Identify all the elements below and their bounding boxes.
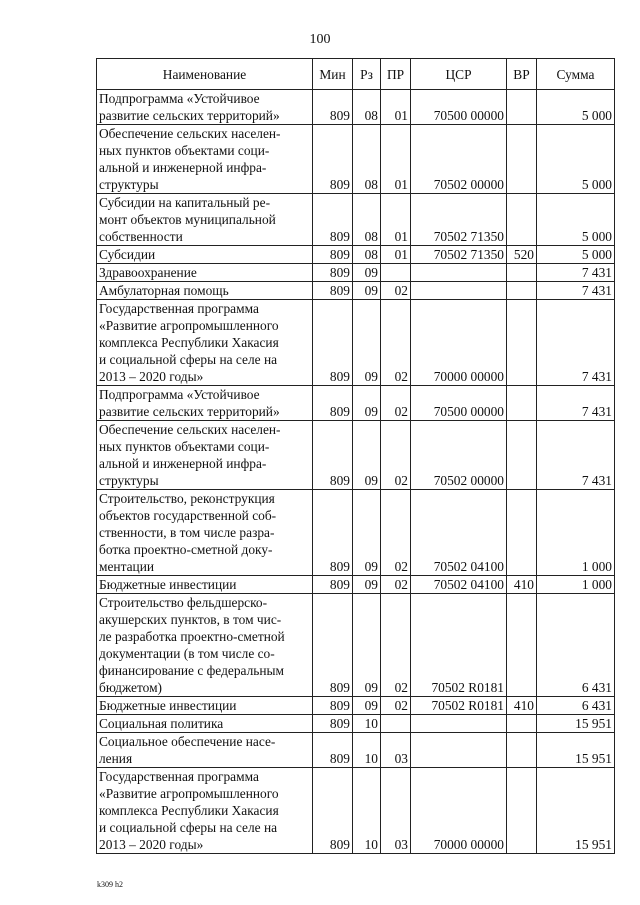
- sum-cell: 5 000: [537, 194, 615, 246]
- pr-cell: 02: [381, 386, 411, 421]
- csr-cell: [411, 733, 507, 768]
- table-row: [97, 594, 615, 697]
- sum-cell: 5 000: [537, 125, 615, 194]
- min-cell: 809: [313, 282, 353, 300]
- name-line: Подпрограмма «Устойчивое: [99, 91, 260, 106]
- csr-cell: 70502 R0181: [411, 594, 507, 697]
- rz-cell: 08: [353, 246, 381, 264]
- rz-cell: 08: [353, 194, 381, 246]
- table-row: [97, 300, 615, 386]
- vr-cell: [507, 733, 537, 768]
- name-line: структуры: [99, 177, 159, 192]
- rz-cell: 09: [353, 490, 381, 576]
- table-row: [97, 490, 615, 576]
- sum-cell: 5 000: [537, 246, 615, 264]
- name-line: ственности, в том числе разра-: [99, 525, 275, 540]
- name-line: ных пунктов объектами соци-: [99, 143, 270, 158]
- pr-cell: 02: [381, 576, 411, 594]
- pr-cell: 01: [381, 246, 411, 264]
- name-cell: [97, 264, 313, 282]
- name-cell: [97, 594, 313, 697]
- name-line: Бюджетные инвестиции: [99, 698, 237, 713]
- name-cell: [97, 194, 313, 246]
- sum-cell: 7 431: [537, 386, 615, 421]
- pr-cell: 02: [381, 421, 411, 490]
- name-cell: [97, 490, 313, 576]
- header-rz: Рз: [353, 59, 381, 90]
- rz-cell: 09: [353, 594, 381, 697]
- rz-cell: 10: [353, 733, 381, 768]
- name-line: Государственная программа: [99, 301, 259, 316]
- vr-cell: [507, 715, 537, 733]
- min-cell: 809: [313, 90, 353, 125]
- pr-cell: 02: [381, 594, 411, 697]
- name-line: и социальной сферы на селе на: [99, 352, 278, 367]
- rz-cell: 09: [353, 386, 381, 421]
- header-sum: Сумма: [537, 59, 615, 90]
- name-line: развитие сельских территорий»: [99, 404, 280, 419]
- min-cell: 809: [313, 594, 353, 697]
- min-cell: 809: [313, 194, 353, 246]
- name-line: объектов государственной соб-: [99, 508, 277, 523]
- header-csr: ЦСР: [411, 59, 507, 90]
- csr-cell: 70000 00000: [411, 300, 507, 386]
- sum-cell: 6 431: [537, 697, 615, 715]
- pr-cell: 01: [381, 90, 411, 125]
- name-line: бюджетом): [99, 680, 163, 695]
- table-row: [97, 246, 615, 264]
- vr-cell: [507, 264, 537, 282]
- name-cell: [97, 386, 313, 421]
- pr-cell: 03: [381, 768, 411, 854]
- page-number: 100: [309, 32, 331, 47]
- vr-cell: [507, 194, 537, 246]
- name-line: Социальное обеспечение насе-: [99, 734, 276, 749]
- sum-cell: 15 951: [537, 715, 615, 733]
- rz-cell: 09: [353, 264, 381, 282]
- name-cell: [97, 125, 313, 194]
- sum-cell: 7 431: [537, 264, 615, 282]
- name-line: ментации: [99, 559, 155, 574]
- table-row: [97, 264, 615, 282]
- vr-cell: 410: [507, 697, 537, 715]
- vr-cell: [507, 90, 537, 125]
- sum-cell: 7 431: [537, 282, 615, 300]
- pr-cell: 02: [381, 697, 411, 715]
- csr-cell: 70000 00000: [411, 768, 507, 854]
- vr-cell: [507, 421, 537, 490]
- name-line: комплекса Республики Хакасия: [99, 803, 279, 818]
- name-line: альной и инженерной инфра-: [99, 160, 267, 175]
- csr-cell: 70500 00000: [411, 90, 507, 125]
- sum-cell: 15 951: [537, 768, 615, 854]
- name-line: Подпрограмма «Устойчивое: [99, 387, 260, 402]
- min-cell: 809: [313, 421, 353, 490]
- name-line: акушерских пунктов, в том чис-: [99, 612, 282, 627]
- csr-cell: 70502 04100: [411, 490, 507, 576]
- name-cell: [97, 697, 313, 715]
- name-line: 2013 – 2020 годы»: [99, 837, 204, 852]
- name-line: и социальной сферы на селе на: [99, 820, 278, 835]
- name-cell: [97, 733, 313, 768]
- name-line: монт объектов муниципальной: [99, 212, 276, 227]
- sum-cell: 1 000: [537, 576, 615, 594]
- footer-code: k309 h2: [97, 880, 123, 889]
- table-row: [97, 697, 615, 715]
- name-line: Обеспечение сельских населен-: [99, 126, 281, 141]
- pr-cell: [381, 715, 411, 733]
- table-row: [97, 715, 615, 733]
- vr-cell: [507, 490, 537, 576]
- sum-cell: 7 431: [537, 421, 615, 490]
- name-line: Субсидии на капитальный ре-: [99, 195, 271, 210]
- table-row: [97, 90, 615, 125]
- name-cell: [97, 246, 313, 264]
- min-cell: 809: [313, 733, 353, 768]
- name-line: Строительство фельдшерско-: [99, 595, 268, 610]
- name-line: собственности: [99, 229, 183, 244]
- sum-cell: 5 000: [537, 90, 615, 125]
- sum-cell: 7 431: [537, 300, 615, 386]
- vr-cell: [507, 282, 537, 300]
- table-row: [97, 421, 615, 490]
- csr-cell: [411, 715, 507, 733]
- csr-cell: [411, 264, 507, 282]
- vr-cell: [507, 594, 537, 697]
- name-line: Обеспечение сельских населен-: [99, 422, 281, 437]
- name-line: ботка проектно-сметной доку-: [99, 542, 273, 557]
- name-cell: [97, 715, 313, 733]
- min-cell: 809: [313, 576, 353, 594]
- pr-cell: [381, 264, 411, 282]
- pr-cell: 03: [381, 733, 411, 768]
- rz-cell: 08: [353, 90, 381, 125]
- min-cell: 809: [313, 490, 353, 576]
- rz-cell: 09: [353, 576, 381, 594]
- name-line: документации (в том числе со-: [99, 646, 275, 661]
- header-name: Наименование: [97, 59, 313, 90]
- name-line: структуры: [99, 473, 159, 488]
- pr-cell: 02: [381, 282, 411, 300]
- rz-cell: 10: [353, 768, 381, 854]
- table-row: [97, 768, 615, 854]
- vr-cell: 410: [507, 576, 537, 594]
- csr-cell: 70500 00000: [411, 386, 507, 421]
- min-cell: 809: [313, 246, 353, 264]
- header-row: [97, 59, 615, 90]
- header-vr: ВР: [507, 59, 537, 90]
- sum-cell: 15 951: [537, 733, 615, 768]
- vr-cell: [507, 125, 537, 194]
- table-row: [97, 733, 615, 768]
- sum-cell: 1 000: [537, 490, 615, 576]
- rz-cell: 09: [353, 300, 381, 386]
- name-cell: [97, 421, 313, 490]
- name-cell: [97, 768, 313, 854]
- name-line: ле разработка проектно-сметной: [99, 629, 285, 644]
- header-min: Мин: [313, 59, 353, 90]
- csr-cell: 70502 R0181: [411, 697, 507, 715]
- rz-cell: 08: [353, 125, 381, 194]
- name-line: комплекса Республики Хакасия: [99, 335, 279, 350]
- csr-cell: 70502 71350: [411, 194, 507, 246]
- pr-cell: 02: [381, 300, 411, 386]
- name-line: финансирование с федеральным: [99, 663, 285, 678]
- vr-cell: [507, 386, 537, 421]
- table-row: [97, 125, 615, 194]
- name-line: ных пунктов объектами соци-: [99, 439, 270, 454]
- csr-cell: 70502 04100: [411, 576, 507, 594]
- pr-cell: 02: [381, 490, 411, 576]
- name-line: Субсидии: [99, 247, 156, 262]
- table-row: [97, 282, 615, 300]
- pr-cell: 01: [381, 125, 411, 194]
- header-pr: ПР: [381, 59, 411, 90]
- name-line: Строительство, реконструкция: [99, 491, 275, 506]
- name-line: «Развитие агропромышленного: [99, 318, 279, 333]
- min-cell: 809: [313, 264, 353, 282]
- min-cell: 809: [313, 300, 353, 386]
- table-row: [97, 576, 615, 594]
- csr-cell: 70502 00000: [411, 125, 507, 194]
- table-body: [97, 90, 615, 854]
- name-line: 2013 – 2020 годы»: [99, 369, 204, 384]
- name-line: Социальная политика: [99, 716, 224, 731]
- rz-cell: 10: [353, 715, 381, 733]
- name-cell: [97, 576, 313, 594]
- vr-cell: [507, 300, 537, 386]
- vr-cell: [507, 768, 537, 854]
- name-line: альной и инженерной инфра-: [99, 456, 267, 471]
- name-line: Здравоохранение: [99, 265, 197, 280]
- csr-cell: [411, 282, 507, 300]
- table-row: [97, 194, 615, 246]
- rz-cell: 09: [353, 421, 381, 490]
- sum-cell: 6 431: [537, 594, 615, 697]
- name-line: развитие сельских территорий»: [99, 108, 280, 123]
- name-line: Амбулаторная помощь: [99, 283, 229, 298]
- name-line: ления: [99, 751, 133, 766]
- name-cell: [97, 90, 313, 125]
- name-line: «Развитие агропромышленного: [99, 786, 279, 801]
- min-cell: 809: [313, 697, 353, 715]
- vr-cell: 520: [507, 246, 537, 264]
- name-line: Государственная программа: [99, 769, 259, 784]
- name-cell: [97, 282, 313, 300]
- rz-cell: 09: [353, 282, 381, 300]
- name-line: Бюджетные инвестиции: [99, 577, 237, 592]
- pr-cell: 01: [381, 194, 411, 246]
- table-row: [97, 386, 615, 421]
- budget-table: [96, 58, 615, 854]
- csr-cell: 70502 00000: [411, 421, 507, 490]
- min-cell: 809: [313, 768, 353, 854]
- min-cell: 809: [313, 125, 353, 194]
- csr-cell: 70502 71350: [411, 246, 507, 264]
- name-cell: [97, 300, 313, 386]
- min-cell: 809: [313, 715, 353, 733]
- rz-cell: 09: [353, 697, 381, 715]
- min-cell: 809: [313, 386, 353, 421]
